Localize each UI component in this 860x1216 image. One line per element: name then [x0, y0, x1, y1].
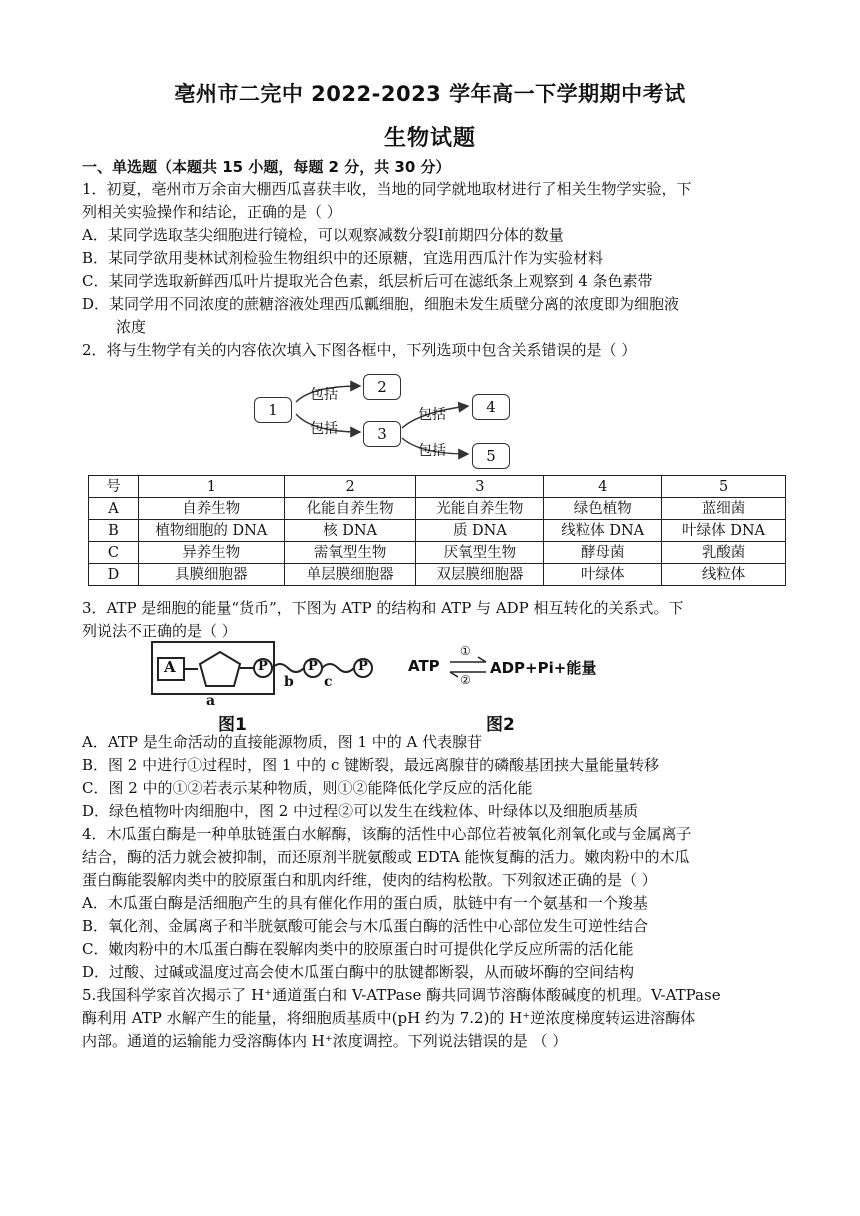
atp-phosphate-label: P — [358, 659, 368, 674]
table-cell: 自养生物 — [138, 498, 284, 520]
atp-bond-c-label: c — [324, 674, 333, 690]
atp-phosphate-label: P — [308, 659, 318, 674]
table-cell: 双层膜细胞器 — [416, 564, 544, 586]
table-cell: D — [89, 564, 139, 586]
table-cell: 厌氧型生物 — [416, 542, 544, 564]
diagram-box-1: 1 — [254, 397, 292, 423]
table-cell: 蓝细菌 — [662, 498, 786, 520]
table-cell: 异养生物 — [138, 542, 284, 564]
q1-stem-line2: 列相关实验操作和结论，正确的是（ ） — [82, 203, 342, 221]
q4-option-d: D．过酸、过碱或温度过高会使木瓜蛋白酶中的肽键都断裂，从而破坏酶的空间结构 — [82, 963, 635, 981]
q5-stem-line3: 内部。通道的运输能力受溶酶体内 H⁺浓度调控。下列说法错误的是 （ ） — [82, 1032, 568, 1050]
diagram-label-include: 包括 — [418, 407, 446, 423]
q5-stem-line2: 酶利用 ATP 水解产生的能量，将细胞质基质中(pH 约为 7.2)的 H⁺逆浓度梯度转运进溶酶体 — [82, 1009, 696, 1027]
q1-option-d-line2: 浓度 — [116, 318, 147, 336]
table-cell: 光能自养生物 — [416, 498, 544, 520]
table-cell: 具膜细胞器 — [138, 564, 284, 586]
q4-stem-line3: 蛋白酶能裂解肉类中的胶原蛋白和肌肉纤维，使肉的结构松散。下列叙述正确的是（ ） — [82, 871, 657, 889]
diagram-box-3: 3 — [363, 421, 401, 447]
diagram-label-include: 包括 — [310, 421, 338, 437]
reaction-2-marker: ② — [460, 673, 471, 687]
q3-option-d: D．绿色植物叶肉细胞中，图 2 中过程②可以发生在线粒体、叶绿体以及细胞质基质 — [82, 802, 639, 820]
table-cell: 乳酸菌 — [662, 542, 786, 564]
q3-atp-figures — [150, 638, 630, 734]
table-cell: 化能自养生物 — [284, 498, 416, 520]
reaction-1-marker: ① — [460, 644, 471, 658]
table-header-cell: 2 — [284, 476, 416, 498]
q3-option-a: A．ATP 是生命活动的直接能源物质，图 1 中的 A 代表腺苷 — [82, 733, 483, 751]
q2-stem: 2．将与生物学有关的内容依次填入下图各框中，下列选项中包含关系错误的是（ ） — [82, 341, 637, 359]
diagram-box-5: 5 — [472, 443, 510, 469]
q1-stem-line1: 1．初夏，亳州市万余亩大棚西瓜喜获丰收，当地的同学就地取材进行了相关生物学实验，下 — [82, 180, 692, 198]
atp-adenine-label: A — [164, 658, 176, 676]
table-cell: 叶绿体 DNA — [662, 520, 786, 542]
q4-option-c: C．嫩肉粉中的木瓜蛋白酶在裂解肉类中的胶原蛋白时可提供化学反应所需的活化能 — [82, 940, 634, 958]
table-header-cell: 3 — [416, 476, 544, 498]
table-cell: 线粒体 DNA — [544, 520, 662, 542]
table-cell: B — [89, 520, 139, 542]
table-row — [89, 498, 786, 520]
diagram-label-include: 包括 — [418, 443, 446, 459]
table-cell: 酵母菌 — [544, 542, 662, 564]
table-row — [89, 520, 786, 542]
q1-option-d-line1: D．某同学用不同浓度的蔗糖溶液处理西瓜瓤细胞，细胞未发生质壁分离的浓度即为细胞液 — [82, 295, 680, 313]
q4-option-a: A．木瓜蛋白酶是活细胞产生的具有催化作用的蛋白质，肽链中有一个氨基和一个羧基 — [82, 894, 648, 912]
table-header-cell: 4 — [544, 476, 662, 498]
q2-options-table — [88, 475, 786, 586]
q5-stem-line1: 5.我国科学家首次揭示了 H⁺通道蛋白和 V-ATPase 酶共同调节溶酶体酸碱度的机理。V-ATPase — [82, 986, 721, 1004]
diagram-box-4: 4 — [472, 394, 510, 420]
table-cell: 核 DNA — [284, 520, 416, 542]
atp-label: ATP — [408, 657, 440, 675]
atp-bond-b-label: b — [284, 674, 294, 690]
table-cell: 植物细胞的 DNA — [138, 520, 284, 542]
table-row — [89, 564, 786, 586]
q4-stem-line1: 4．木瓜蛋白酶是一种单肽链蛋白水解酶，该酶的活性中心部位若被氧化剂氧化或与金属离子 — [82, 825, 692, 843]
table-header-cell: 5 — [662, 476, 786, 498]
table-cell: 绿色植物 — [544, 498, 662, 520]
atp-phosphate-label: P — [258, 659, 268, 674]
table-cell: 需氧型生物 — [284, 542, 416, 564]
figure-2-caption: 图2 — [486, 715, 515, 735]
exam-subtitle: 生物试题 — [383, 126, 476, 151]
diagram-label-include: 包括 — [310, 387, 338, 403]
q1-option-a: A．某同学选取茎尖细胞进行镜检，可以观察减数分裂Ⅰ前期四分体的数量 — [82, 226, 564, 244]
section-heading: 一、单选题（本题共 15 小题，每题 2 分，共 30 分） — [82, 158, 451, 176]
table-cell: A — [89, 498, 139, 520]
atp-label-a: a — [206, 693, 216, 709]
table-cell: 质 DNA — [416, 520, 544, 542]
q4-stem-line2: 结合，酶的活力就会被抑制，而还原剂半胱氨酸或 EDTA 能恢复酶的活力。嫩肉粉中的木瓜 — [82, 848, 690, 866]
q3-stem-line1: 3．ATP 是细胞的能量“货币”，下图为 ATP 的结构和 ATP 与 ADP 相互转化的关系式。下 — [82, 599, 684, 617]
q2-inclusion-diagram — [250, 368, 520, 468]
table-header-cell: 1 — [138, 476, 284, 498]
figure-1-caption: 图1 — [218, 715, 247, 735]
table-row — [89, 542, 786, 564]
q1-option-c: C．某同学选取新鲜西瓜叶片提取光合色素，纸层析后可在滤纸条上观察到 4 条色素带 — [82, 272, 653, 290]
q3-stem-line2: 列说法不正确的是（ ） — [82, 622, 237, 640]
q3-option-c: C．图 2 中的①②若表示某种物质，则①②能降低化学反应的活化能 — [82, 779, 533, 797]
exam-title: 亳州市二完中 2022-2023 学年高一下学期期中考试 — [174, 82, 686, 106]
adp-pi-energy-label: ADP+Pi+能量 — [490, 659, 597, 677]
table-cell: 线粒体 — [662, 564, 786, 586]
q4-option-b: B．氧化剂、金属离子和半胱氨酸可能会与木瓜蛋白酶的活性中心部位发生可逆性结合 — [82, 917, 649, 935]
diagram-box-2: 2 — [363, 374, 401, 400]
q3-option-b: B．图 2 中进行①过程时，图 1 中的 c 键断裂，最远离腺苷的磷酸基团挟大量能量转移 — [82, 756, 660, 774]
table-cell: 单层膜细胞器 — [284, 564, 416, 586]
table-cell: C — [89, 542, 139, 564]
table-cell: 叶绿体 — [544, 564, 662, 586]
table-header-row — [89, 476, 786, 498]
q1-option-b: B．某同学欲用斐林试剂检验生物组织中的还原糖，宜选用西瓜汁作为实验材料 — [82, 249, 604, 267]
table-header-cell: 号 — [89, 476, 139, 498]
